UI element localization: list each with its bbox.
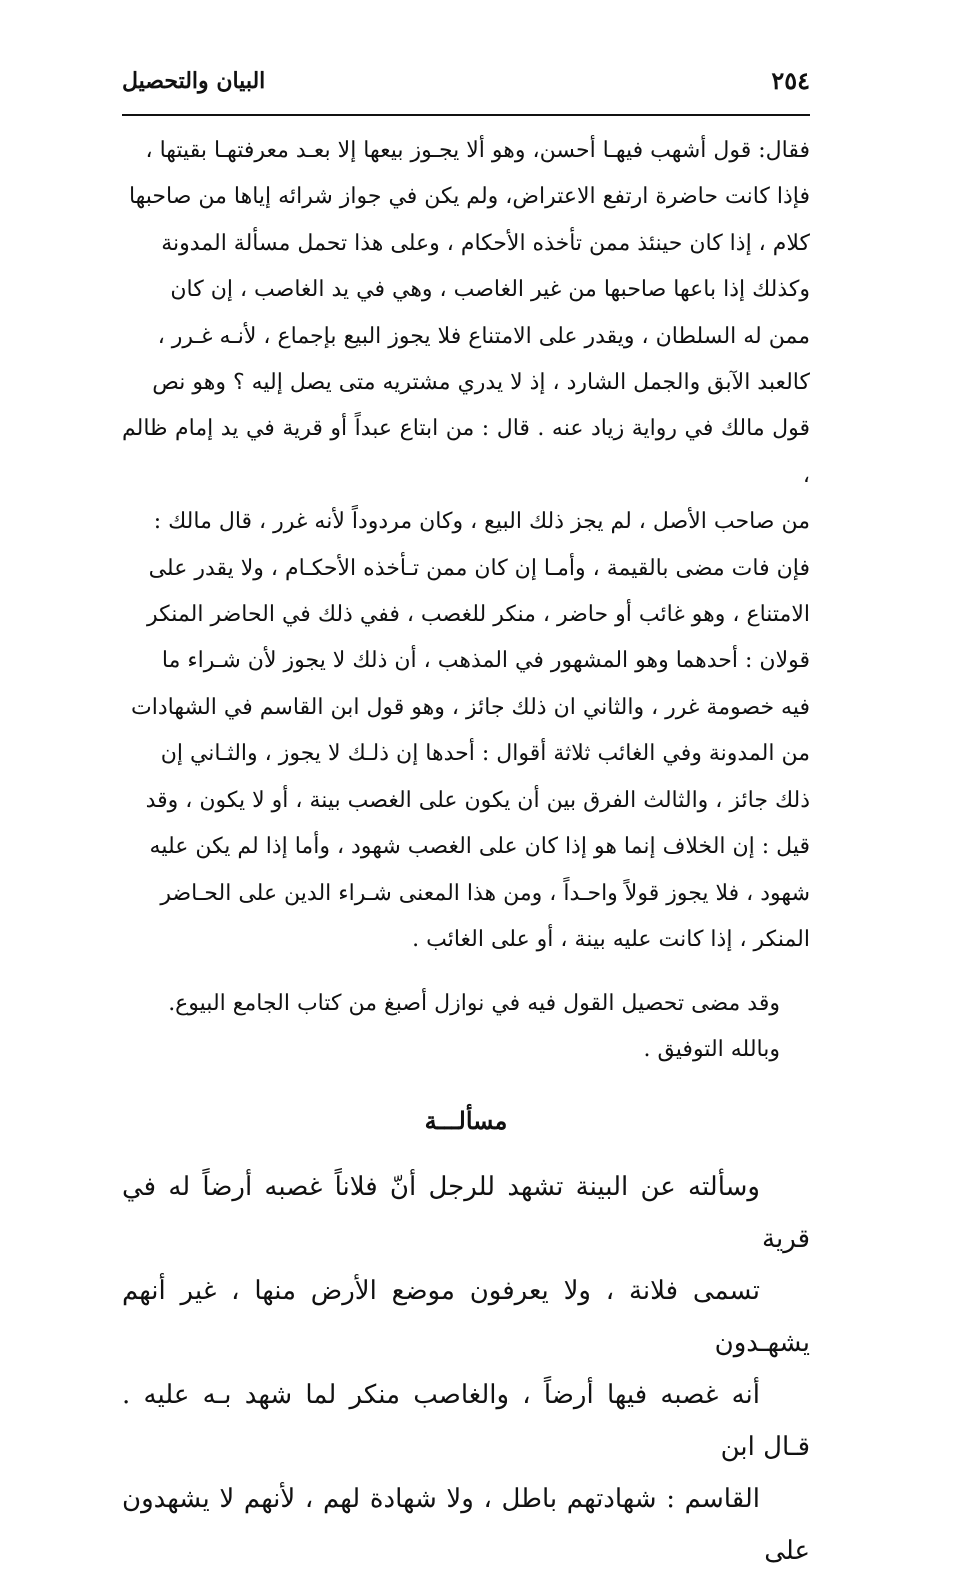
- text-line: كالعبد الآبق والجمل الشارد ، إذ لا يدري مشتريه متى يصل إليه ؟ وهو نص: [152, 370, 810, 396]
- page-header: [122, 60, 810, 116]
- running-title: البيان والتحصيل: [122, 68, 266, 94]
- text-line: الامتناع ، وهو غائب أو حاضر ، منكر للغصب ، ففي ذلك في الحاضر المنكر: [146, 602, 810, 628]
- text-line: فقال: قول أشهب فيهـا أحسن، وهو ألا يجـوز بيعها إلا بعـد معرفتهـا بقيتها ،: [145, 138, 810, 163]
- text-line: المنكر ، إذا كانت عليه بينة ، أو على الغائب .: [412, 926, 810, 952]
- paragraph-commentary: [122, 128, 810, 963]
- text-line: وبالله التوفيق .: [643, 1037, 780, 1063]
- text-line: من صاحب الأصل ، لم يجز ذلك البيع ، وكان مردوداً لأنه غرر ، قال مالك :: [153, 509, 810, 535]
- section-heading: مسألـــة: [424, 1106, 508, 1136]
- paragraph-closing: [122, 981, 810, 1073]
- text-line: وكذلك إذا باعها صاحبها من غير الغاصب ، وهي في يد الغاصب ، إن كان: [170, 277, 810, 303]
- paragraph-question: [122, 1161, 810, 1577]
- text-line: قيل : إن الخلاف إنما هو إذا كان على الغصب شهود ، وأما إذا لم يكن عليه: [149, 834, 810, 860]
- text-line: أنه غصبه فيها أرضاً ، والغاصب منكر لما شهد بـه عليه . قـال ابن: [122, 1380, 810, 1463]
- text-line: ذلك جائز ، والثالث الفرق بين أن يكون على الغصب بينة ، أو لا يكون ، وقد: [145, 787, 810, 813]
- text-line: ممن له السلطان ، ويقدر على الامتناع فلا يجوز البيع بإجماع ، لأنـه غـرر ،: [157, 323, 810, 349]
- text-line: قول مالك في رواية زياد عنه . قال : من ابتاع عبداً أو قرية في يد إمام ظالم ،: [122, 416, 810, 488]
- header-rule: [122, 114, 810, 116]
- text-line: وسألته عن البينة تشهد للرجل أنّ فلاناً غصبه أرضاً له في قرية: [122, 1172, 810, 1255]
- page-body: [122, 128, 810, 1577]
- text-line: فيه خصومة غرر ، والثاني ان ذلك جائز ، وهو قول ابن القاسم في الشهادات: [131, 694, 810, 720]
- page-number: ٢٥٤: [771, 66, 810, 95]
- text-line: فإن فات مضى بالقيمة ، وأمـا إن كان ممن تـأخذه الأحكـام ، ولا يقدر على: [148, 555, 810, 581]
- text-line: قولان : أحدهما وهو المشهور في المذهب ، أن ذلك لا يجوز لأن شـراء ما: [161, 648, 810, 674]
- text-line: شهود ، فلا يجوز قولاً واحـداً ، ومن هذا المعنى شـراء الدين على الحـاضر: [160, 880, 810, 906]
- text-line: فإذا كانت حاضرة ارتفع الاعتراض، ولم يكن في جواز شرائه إياها من صاحبها: [128, 184, 810, 210]
- text-line: وقد مضى تحصيل القول فيه في نوازل أصبغ من كتاب الجامع البيوع.: [168, 991, 780, 1017]
- text-line: القاسم : شهادتهم باطل ، ولا شهادة لهم ، لأنهم لا يشهدون على: [122, 1484, 810, 1567]
- text-line: تسمى فلانة ، ولا يعرفون موضع الأرض منها ، غير أنهم يشهـدون: [122, 1276, 810, 1359]
- text-line: كلام ، إذا كان حينئذ ممن تأخذه الأحكام ، وعلى هذا تحمل مسألة المدونة: [161, 230, 810, 256]
- text-line: من المدونة وفي الغائب ثلاثة أقوال : أحدها إن ذلـك لا يجوز ، والثـاني إن: [160, 741, 810, 767]
